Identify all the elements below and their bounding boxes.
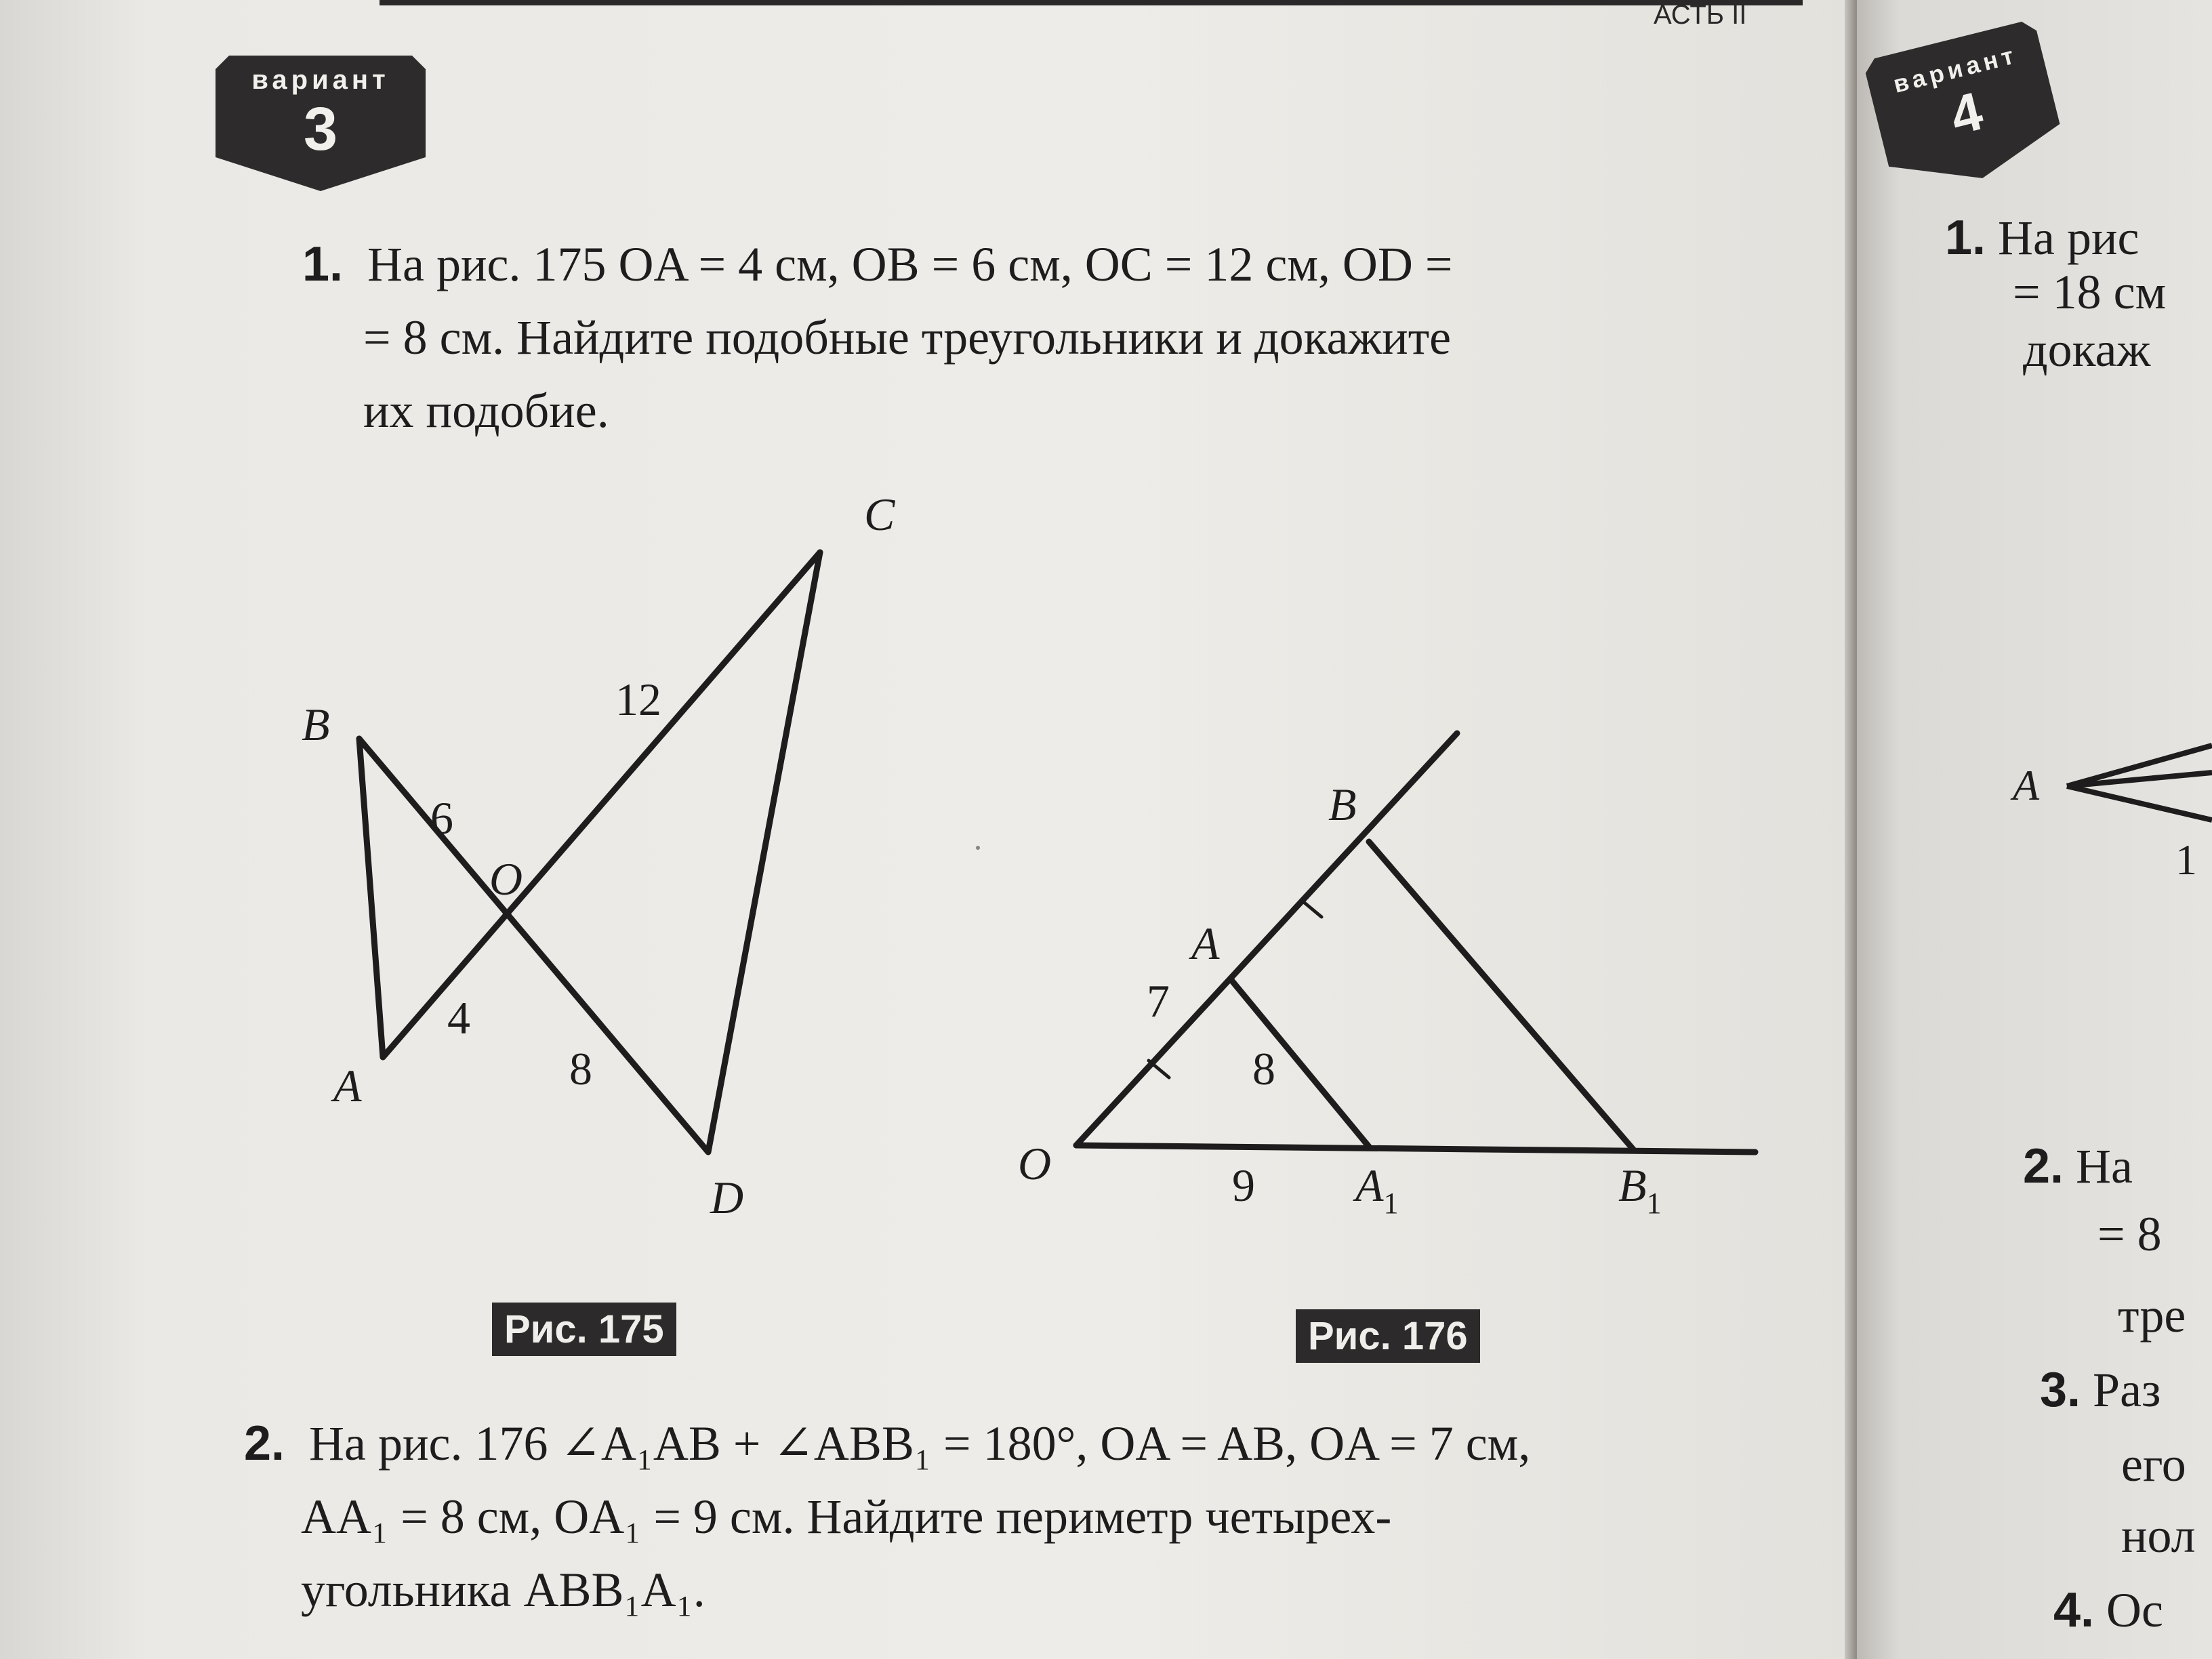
label-A: A bbox=[1191, 918, 1220, 969]
right-number-1: 1 bbox=[2175, 836, 2197, 884]
label-B: B bbox=[302, 699, 330, 750]
variant-label: вариант bbox=[1890, 40, 2021, 98]
variant-number: 3 bbox=[303, 96, 338, 163]
right-problem-1-text: На рис bbox=[1998, 211, 2139, 265]
segment-label-AA1: 8 bbox=[1252, 1043, 1275, 1094]
tick-AB bbox=[1301, 900, 1322, 917]
right-problem-4-text: Ос bbox=[2106, 1583, 2163, 1637]
top-rule bbox=[380, 0, 1803, 5]
segment-label-OA1: 9 bbox=[1232, 1160, 1255, 1211]
problem-1-line-3: их подобие. bbox=[363, 384, 609, 438]
right-problem-3-line-3: нол bbox=[2121, 1509, 2196, 1563]
segment-label-OD: 8 bbox=[569, 1043, 592, 1094]
ray-O-B1 bbox=[1076, 1145, 1755, 1152]
right-problem-3-line-2: его bbox=[2121, 1437, 2186, 1492]
problem-number: 1. bbox=[302, 237, 344, 291]
right-problem-3-text: Раз bbox=[2093, 1363, 2161, 1417]
right-problem-2-line-2: = 8 bbox=[2097, 1207, 2162, 1261]
label-C: C bbox=[864, 489, 895, 540]
label-D: D bbox=[710, 1172, 744, 1223]
variant-badge bbox=[216, 56, 426, 191]
right-problem-number: 3. bbox=[2040, 1363, 2081, 1417]
segment-label-OC: 12 bbox=[615, 674, 661, 725]
segment-label-OA: 4 bbox=[447, 992, 470, 1044]
label-B1-sub: 1 bbox=[1646, 1187, 1662, 1220]
segment-A-A1 bbox=[1231, 979, 1369, 1147]
problem-2-line-3: угольника ABB₁A₁. bbox=[301, 1563, 705, 1617]
segment-label-OA: 7 bbox=[1147, 975, 1170, 1027]
print-speck bbox=[976, 846, 980, 850]
label-A1-sub: 1 bbox=[1383, 1187, 1399, 1220]
part-label: АСТЬ II bbox=[1654, 0, 1747, 30]
right-problem-2-line-3: тре bbox=[2118, 1288, 2186, 1343]
right-problem-3-line-1 bbox=[2040, 1362, 2161, 1418]
segment-B-B1 bbox=[1369, 842, 1633, 1149]
right-problem-number: 4. bbox=[2053, 1583, 2095, 1637]
problem-2-line-2: AA₁ = 8 см, OA₁ = 9 см. Найдите периметр четырех- bbox=[301, 1490, 1392, 1544]
variant-label: вариант bbox=[251, 65, 390, 95]
label-O: O bbox=[489, 853, 523, 905]
right-label-A: A bbox=[2013, 761, 2040, 809]
problem-1-line-2: = 8 см. Найдите подобные треугольники и докажите bbox=[363, 310, 1452, 365]
right-problem-2-line-1 bbox=[2023, 1139, 2133, 1195]
figure-176-caption: Рис. 176 bbox=[1296, 1309, 1480, 1363]
right-figure-fragment bbox=[2006, 739, 2212, 884]
label-A1 bbox=[1353, 1160, 1399, 1220]
right-problem-1-line-3: докаж bbox=[2023, 323, 2151, 377]
right-problem-1-line-2: = 18 см bbox=[2013, 265, 2167, 319]
label-O: O bbox=[1018, 1138, 1052, 1189]
figure-175-caption: Рис. 175 bbox=[492, 1303, 676, 1356]
label-A: A bbox=[333, 1060, 362, 1111]
figure-176 bbox=[1003, 718, 1782, 1233]
right-problem-4-line-1 bbox=[2053, 1582, 2163, 1639]
right-problem-1-line-1 bbox=[1945, 210, 2139, 266]
right-problem-number: 1. bbox=[1945, 211, 1986, 265]
variant-number: 4 bbox=[1944, 80, 1988, 146]
right-problem-2-text: На bbox=[2076, 1139, 2133, 1193]
figure-175 bbox=[271, 474, 895, 1233]
problem-2-line-1: На рис. 176 ∠A₁AB + ∠ABB₁ = 180°, OA = AB, OA = 7 см, bbox=[309, 1416, 1531, 1471]
problem-1-line-1: На рис. 175 OA = 4 см, OB = 6 см, OC = 12 см, OD = bbox=[367, 237, 1453, 291]
label-B: B bbox=[1328, 779, 1357, 830]
problem-number: 2. bbox=[244, 1416, 285, 1471]
segment-label-OB: 6 bbox=[430, 792, 453, 844]
label-A1-main: A bbox=[1355, 1160, 1384, 1211]
right-problem-number: 2. bbox=[2023, 1139, 2064, 1193]
label-B1 bbox=[1618, 1160, 1662, 1220]
tick-OA bbox=[1149, 1061, 1169, 1078]
label-B1-main: B bbox=[1618, 1160, 1647, 1211]
segment-A-C bbox=[359, 552, 820, 1057]
